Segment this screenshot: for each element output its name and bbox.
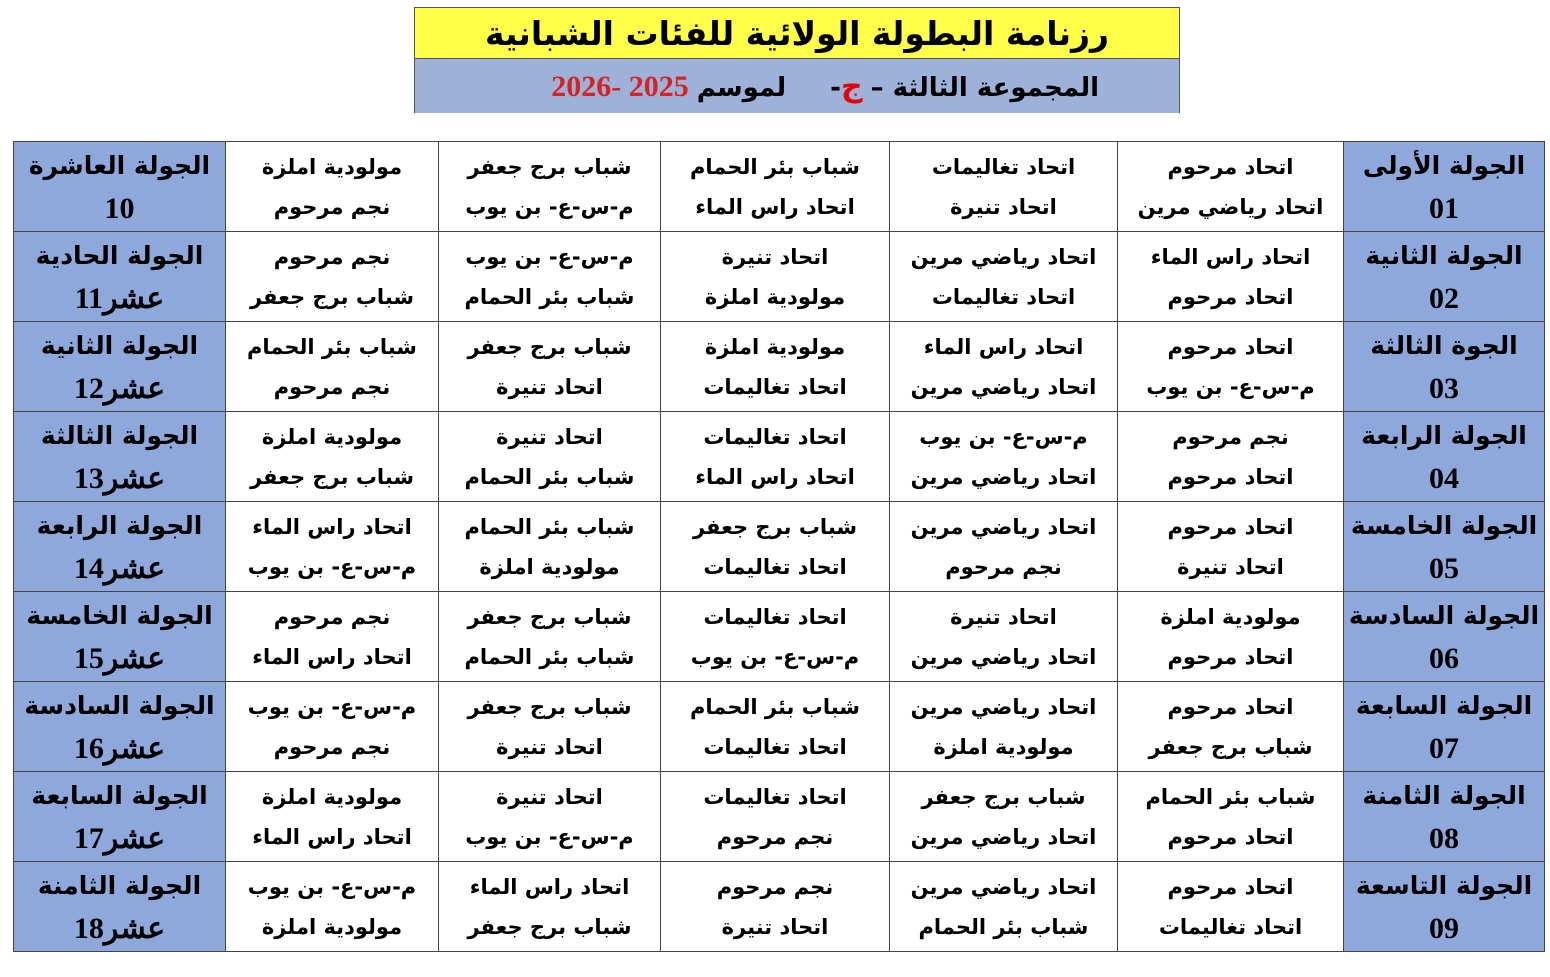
- away-team: م-س-ع- بن يوب: [1146, 374, 1315, 399]
- group-dash: -: [830, 73, 841, 103]
- match-cell: [439, 142, 661, 232]
- away-team: اتحاد مرحوم: [1167, 464, 1294, 489]
- round-name: الجولة الثامنة: [37, 870, 202, 900]
- match-cell: [1118, 322, 1344, 412]
- match-cell: [890, 232, 1118, 322]
- group-letter: ج: [840, 69, 863, 104]
- home-team: اتحاد مرحوم: [1167, 874, 1294, 899]
- away-team: اتحاد رياضي مرين: [910, 464, 1097, 489]
- away-team: اتحاد رياضي مرين: [1137, 194, 1324, 219]
- home-team: شباب بئر الحمام: [690, 694, 860, 719]
- match-cell: [661, 322, 890, 412]
- home-team: م-س-ع- بن يوب: [247, 874, 417, 899]
- home-team: اتحاد مرحوم: [1167, 514, 1294, 539]
- away-team: اتحاد رياضي مرين: [910, 644, 1097, 669]
- match-cell: [439, 322, 661, 412]
- round-name: الجولة الثانية: [40, 330, 199, 360]
- round-name: الجولة الرابعة: [36, 510, 203, 540]
- away-team: اتحاد تغاليمات: [703, 734, 847, 759]
- round-cell-left: [14, 142, 226, 232]
- home-team: اتحاد مرحوم: [1167, 334, 1294, 359]
- home-team: نجم مرحوم: [1172, 424, 1289, 449]
- home-team: اتحاد رياضي مرين: [910, 244, 1097, 269]
- round-number: 04: [1429, 461, 1459, 495]
- round-number: عشر11: [74, 281, 165, 315]
- round-number: عشر14: [73, 551, 166, 585]
- home-team: اتحاد تنيرة: [496, 424, 603, 449]
- round-number: عشر16: [73, 731, 166, 765]
- round-cell-left: [14, 502, 226, 592]
- header-box: [414, 7, 1180, 113]
- match-cell: [226, 682, 439, 772]
- table-row: [14, 862, 1545, 952]
- match-cell: [661, 142, 890, 232]
- home-team: شباب بئر الحمام: [1145, 784, 1316, 809]
- home-team: اتحاد مرحوم: [1167, 694, 1294, 719]
- round-cell-right: [1344, 322, 1545, 412]
- match-cell: [1118, 412, 1344, 502]
- round-cell-right: [1344, 232, 1545, 322]
- away-team: اتحاد تنيرة: [496, 734, 603, 759]
- home-team: شباب برج جعفر: [692, 514, 858, 539]
- away-team: شباب برج جعفر: [1148, 734, 1313, 759]
- home-team: شباب بئر الحمام: [690, 154, 860, 179]
- match-cell: [661, 592, 890, 682]
- home-team: مولودية املزة: [704, 334, 846, 359]
- away-team: نجم مرحوم: [945, 554, 1062, 579]
- away-team: شباب بئر الحمام: [464, 464, 635, 489]
- away-team: شباب برج جعفر: [249, 464, 415, 489]
- round-cell-right: [1344, 862, 1545, 952]
- away-team: شباب بئر الحمام: [464, 284, 635, 309]
- away-team: اتحاد تغاليمات: [931, 284, 1076, 309]
- home-team: م-س-ع- بن يوب: [465, 244, 634, 269]
- match-cell: [1118, 142, 1344, 232]
- round-number: 03: [1429, 371, 1459, 405]
- round-name: الجولة الرابعة: [1361, 420, 1527, 450]
- group-label: المجموعة الثالثة –: [870, 73, 1099, 103]
- match-cell: [1118, 862, 1344, 952]
- match-cell: [890, 142, 1118, 232]
- round-number: 06: [1429, 641, 1459, 675]
- round-number: 05: [1429, 551, 1459, 585]
- match-cell: [226, 862, 439, 952]
- round-cell-left: [14, 232, 226, 322]
- home-team: اتحاد تنيرة: [496, 784, 603, 809]
- home-team: اتحاد تغاليمات: [931, 154, 1076, 179]
- round-name: الجولة التاسعة: [1355, 870, 1533, 900]
- round-cell-right: [1344, 682, 1545, 772]
- round-number: 10: [104, 191, 135, 225]
- away-team: اتحاد تغاليمات: [1158, 914, 1303, 939]
- match-cell: [890, 682, 1118, 772]
- group-season-line: [551, 69, 1099, 104]
- home-team: اتحاد راس الماء: [923, 334, 1084, 359]
- home-team: مولودية املزة: [1160, 604, 1301, 629]
- home-team: اتحاد راس الماء: [469, 874, 630, 899]
- home-team: م-س-ع- بن يوب: [247, 694, 417, 719]
- home-team: م-س-ع- بن يوب: [919, 424, 1088, 449]
- match-cell: [890, 592, 1118, 682]
- home-team: اتحاد راس الماء: [1150, 244, 1311, 269]
- match-cell: [226, 142, 439, 232]
- match-cell: [226, 772, 439, 862]
- away-team: اتحاد تغاليمات: [703, 554, 847, 579]
- round-cell-right: [1344, 412, 1545, 502]
- match-cell: [661, 412, 890, 502]
- round-name: الجولة الأولى: [1362, 150, 1526, 180]
- round-name: الجولة الخامسة: [26, 600, 213, 630]
- round-number: عشر15: [73, 641, 166, 675]
- home-team: نجم مرحوم: [273, 244, 391, 269]
- away-team: اتحاد مرحوم: [1167, 644, 1294, 669]
- round-cell-right: [1344, 502, 1545, 592]
- round-number: عشر17: [73, 821, 166, 855]
- round-name: الجولة السادسة: [24, 690, 215, 720]
- away-team: اتحاد تنيرة: [950, 194, 1057, 219]
- schedule-table: [13, 141, 1545, 952]
- round-number: 08: [1429, 821, 1459, 855]
- away-team: اتحاد راس الماء: [695, 464, 855, 489]
- away-team: اتحاد مرحوم: [1167, 284, 1294, 309]
- round-name: الجولة السابعة: [31, 780, 208, 810]
- table-row: [14, 412, 1545, 502]
- round-number: عشر18: [73, 911, 166, 945]
- away-team: مولودية املزة: [933, 734, 1074, 759]
- match-cell: [439, 682, 661, 772]
- away-team: مولودية املزة: [479, 554, 620, 579]
- home-team: اتحاد راس الماء: [252, 514, 412, 539]
- table-row: [14, 232, 1545, 322]
- table-row: [14, 682, 1545, 772]
- round-name: الجوة الثالثة: [1370, 330, 1518, 360]
- round-name: الجولة العاشرة: [28, 150, 211, 180]
- home-team: اتحاد رياضي مرين: [910, 694, 1097, 719]
- match-cell: [439, 772, 661, 862]
- home-team: اتحاد تغاليمات: [703, 604, 847, 629]
- round-cell-left: [14, 862, 226, 952]
- home-team: نجم مرحوم: [273, 604, 391, 629]
- away-team: شباب بئر الحمام: [464, 644, 635, 669]
- round-name: الجولة السادسة: [1348, 600, 1540, 630]
- round-number: 07: [1429, 731, 1459, 765]
- round-cell-right: [1344, 142, 1545, 232]
- home-team: اتحاد رياضي مرين: [910, 514, 1097, 539]
- home-team: اتحاد تنيرة: [721, 244, 829, 269]
- match-cell: [661, 682, 890, 772]
- round-name: الجولة الثالثة: [40, 420, 199, 450]
- round-number: 01: [1429, 191, 1459, 225]
- home-team: اتحاد تغاليمات: [703, 784, 847, 809]
- away-team: م-س-ع- بن يوب: [465, 824, 634, 849]
- home-team: مولودية املزة: [261, 154, 403, 179]
- round-number: عشر12: [73, 371, 166, 405]
- match-cell: [661, 862, 890, 952]
- match-cell: [890, 862, 1118, 952]
- round-cell-left: [14, 682, 226, 772]
- match-cell: [890, 502, 1118, 592]
- home-team: شباب برج جعفر: [921, 784, 1086, 809]
- match-cell: [1118, 772, 1344, 862]
- away-team: اتحاد تنيرة: [496, 374, 603, 399]
- match-cell: [1118, 592, 1344, 682]
- away-team: م-س-ع- بن يوب: [247, 554, 417, 579]
- round-cell-left: [14, 412, 226, 502]
- away-team: نجم مرحوم: [273, 194, 391, 219]
- match-cell: [439, 412, 661, 502]
- round-number: 02: [1429, 281, 1459, 315]
- match-cell: [661, 232, 890, 322]
- away-team: م-س-ع- بن يوب: [465, 194, 634, 219]
- away-team: اتحاد رياضي مرين: [910, 374, 1097, 399]
- match-cell: [226, 592, 439, 682]
- away-team: اتحاد مرحوم: [1167, 824, 1294, 849]
- away-team: مولودية املزة: [704, 284, 846, 309]
- round-cell-left: [14, 772, 226, 862]
- round-number: 09: [1429, 911, 1459, 945]
- page-title: رزنامة البطولة الولائية للفئات الشبانية: [415, 8, 1179, 59]
- round-cell-right: [1344, 592, 1545, 682]
- match-cell: [439, 592, 661, 682]
- season-years: 2025 -2026: [551, 70, 689, 103]
- match-cell: [1118, 232, 1344, 322]
- match-cell: [439, 862, 661, 952]
- match-cell: [1118, 682, 1344, 772]
- match-cell: [890, 412, 1118, 502]
- away-team: نجم مرحوم: [273, 374, 391, 399]
- away-team: اتحاد راس الماء: [252, 644, 412, 669]
- round-cell-right: [1344, 772, 1545, 862]
- match-cell: [661, 772, 890, 862]
- home-team: شباب برج جعفر: [467, 694, 632, 719]
- home-team: شباب بئر الحمام: [464, 514, 635, 539]
- away-team: شباب برج جعفر: [467, 914, 632, 939]
- round-name: الجولة الثانية: [1365, 240, 1523, 270]
- away-team: اتحاد راس الماء: [252, 824, 412, 849]
- match-cell: [661, 502, 890, 592]
- match-cell: [890, 772, 1118, 862]
- away-team: اتحاد تنيرة: [721, 914, 829, 939]
- match-cell: [226, 412, 439, 502]
- home-team: نجم مرحوم: [716, 874, 834, 899]
- home-team: اتحاد تنيرة: [950, 604, 1057, 629]
- subtitle-bar: [415, 59, 1179, 113]
- away-team: م-س-ع- بن يوب: [690, 644, 860, 669]
- away-team: اتحاد راس الماء: [695, 194, 855, 219]
- table-row: [14, 502, 1545, 592]
- round-cell-left: [14, 592, 226, 682]
- match-cell: [226, 322, 439, 412]
- round-cell-left: [14, 322, 226, 412]
- away-team: نجم مرحوم: [716, 824, 834, 849]
- home-team: مولودية املزة: [261, 784, 403, 809]
- home-team: اتحاد رياضي مرين: [910, 874, 1097, 899]
- match-cell: [226, 232, 439, 322]
- round-name: الجولة السابعة: [1355, 690, 1533, 720]
- table-row: [14, 772, 1545, 862]
- home-team: شباب برج جعفر: [467, 334, 632, 359]
- away-team: شباب برج جعفر: [249, 284, 415, 309]
- home-team: شباب برج جعفر: [467, 154, 632, 179]
- round-name: الجولة الحادية: [35, 240, 204, 270]
- away-team: اتحاد تنيرة: [1177, 554, 1284, 579]
- home-team: شباب برج جعفر: [467, 604, 632, 629]
- round-number: عشر13: [73, 461, 166, 495]
- away-team: مولودية املزة: [261, 914, 403, 939]
- away-team: اتحاد رياضي مرين: [910, 824, 1097, 849]
- away-team: شباب بئر الحمام: [918, 914, 1089, 939]
- match-cell: [890, 322, 1118, 412]
- home-team: اتحاد مرحوم: [1167, 154, 1294, 179]
- table-row: [14, 322, 1545, 412]
- match-cell: [439, 502, 661, 592]
- match-cell: [1118, 502, 1344, 592]
- season-label: لموسم: [696, 73, 787, 103]
- round-name: الجولة الثامنة: [1362, 780, 1526, 810]
- match-cell: [226, 502, 439, 592]
- match-cell: [439, 232, 661, 322]
- home-team: مولودية املزة: [261, 424, 403, 449]
- home-team: شباب بئر الحمام: [247, 334, 417, 359]
- round-name: الجولة الخامسة: [1350, 510, 1538, 540]
- table-row: [14, 592, 1545, 682]
- away-team: اتحاد تغاليمات: [703, 374, 847, 399]
- home-team: اتحاد تغاليمات: [703, 424, 847, 449]
- away-team: نجم مرحوم: [273, 734, 391, 759]
- table-row: [14, 142, 1545, 232]
